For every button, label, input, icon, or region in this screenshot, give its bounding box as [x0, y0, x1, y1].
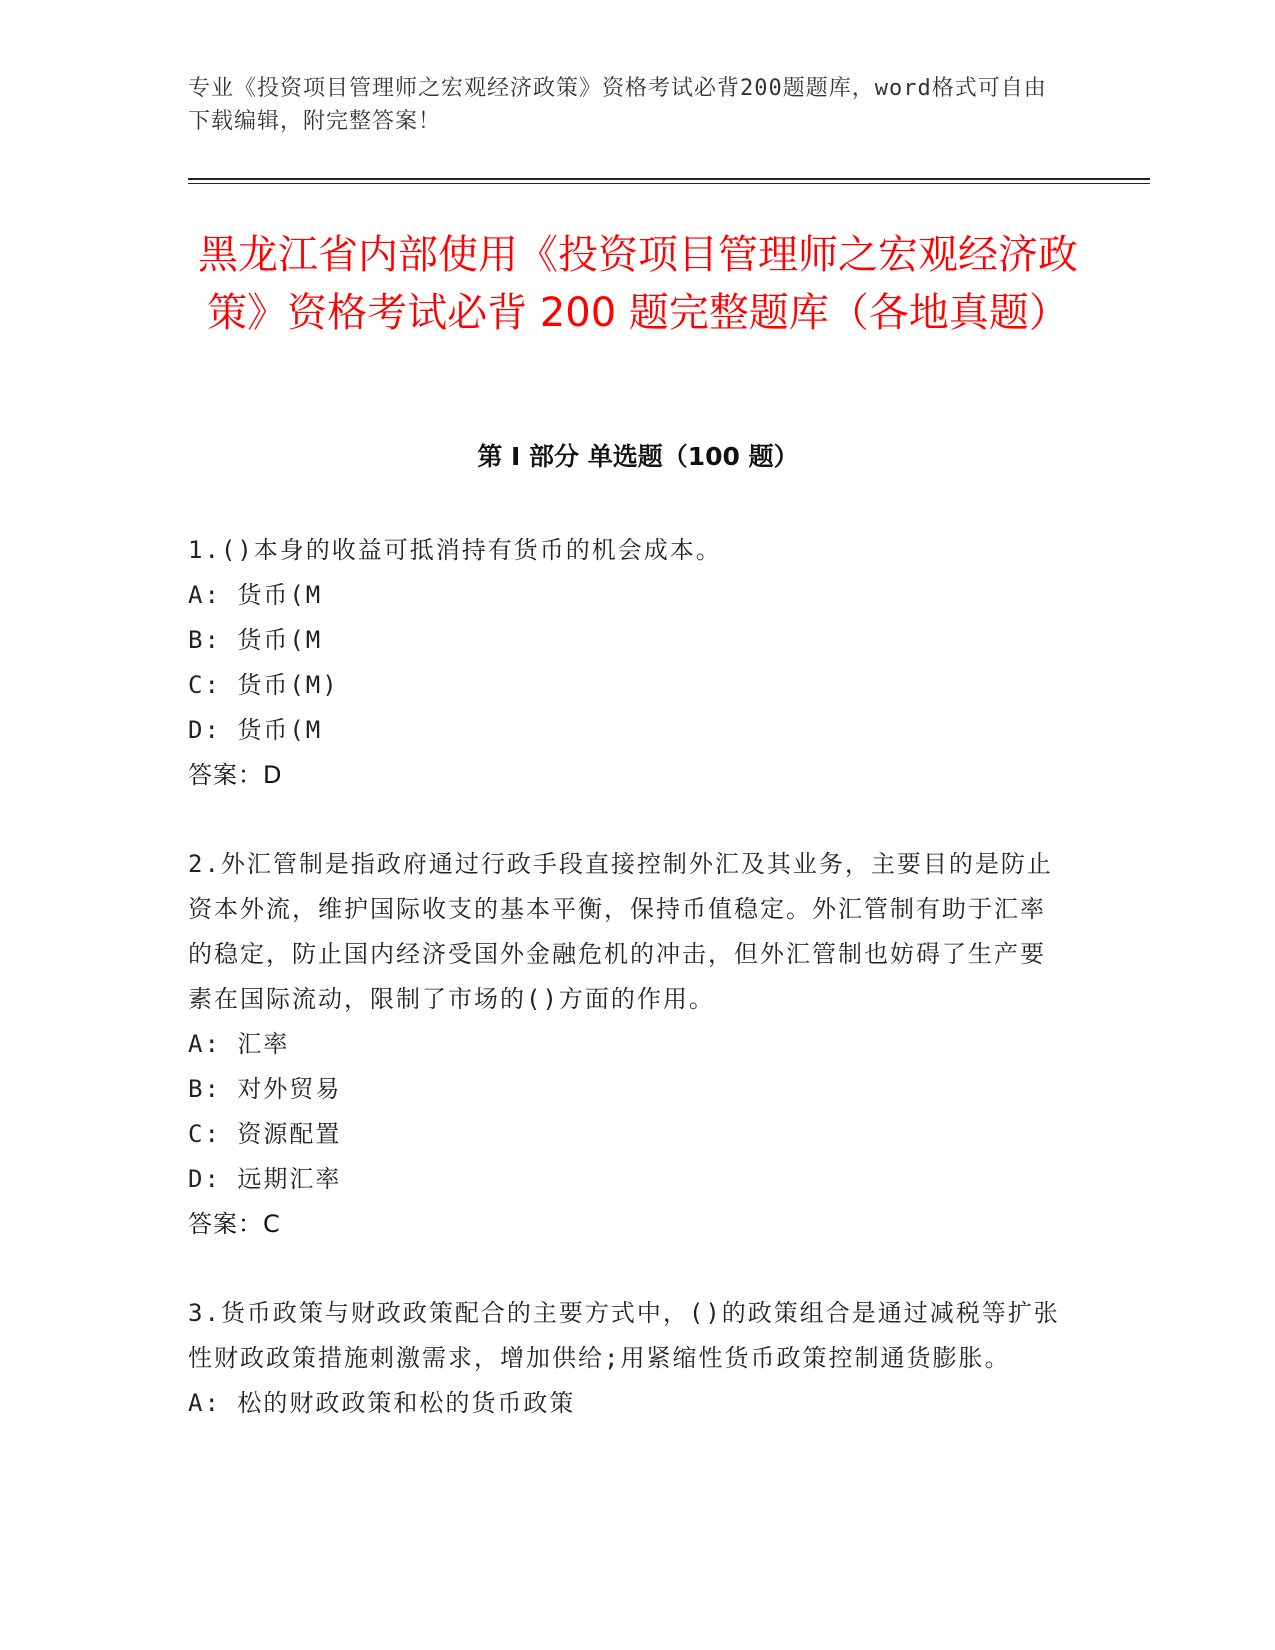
header-rule-thick [188, 178, 1150, 180]
header-note: 专业《投资项目管理师之宏观经济政策》资格考试必背200题题库，word格式可自由下载编辑，附完整答案！ [188, 76, 1047, 134]
question-2 [188, 842, 1068, 1247]
question-3 [188, 1291, 1068, 1426]
question-stem: 1.()本身的收益可抵消持有货币的机会成本。 [188, 536, 722, 564]
option-d: D: 远期汇率 [188, 1165, 342, 1193]
answer: 答案：C [188, 1210, 281, 1238]
option-a: A: 松的财政政策和松的货币政策 [188, 1389, 576, 1417]
option-b: B: 对外贸易 [188, 1075, 342, 1103]
option-c: C: 货币(M) [188, 671, 339, 699]
option-c: C: 资源配置 [188, 1120, 342, 1148]
option-a: A: 汇率 [188, 1030, 290, 1058]
document-title: 黑龙江省内部使用《投资项目管理师之宏观经济政策》资格考试必背 200 题完整题库（各地真题） [198, 232, 1078, 336]
section-title: 第 I 部分 单选题（100 题） [477, 442, 799, 471]
question-stem: 3.货币政策与财政政策配合的主要方式中，()的政策组合是通过减税等扩张性财政政策措施刺激需求，增加供给;用紧缩性货币政策控制通货膨胀。 [188, 1299, 1060, 1372]
header-rule-thin [188, 183, 1150, 184]
option-d: D: 货币(M [188, 716, 323, 744]
option-b: B: 货币(M [188, 626, 323, 654]
answer: 答案：D [188, 761, 283, 789]
question-stem: 2.外汇管制是指政府通过行政手段直接控制外汇及其业务，主要目的是防止资本外流，维护国际收支的基本平衡，保持币值稳定。外汇管制有助于汇率的稳定，防止国内经济受国外金融危机的冲击，但外汇管制也妨碍了生产要素在国际流动，限制了市场的()方面的作用。 [188, 850, 1053, 1013]
option-a: A: 货币(M [188, 581, 323, 609]
question-list [188, 528, 1068, 1470]
question-1 [188, 528, 1068, 798]
